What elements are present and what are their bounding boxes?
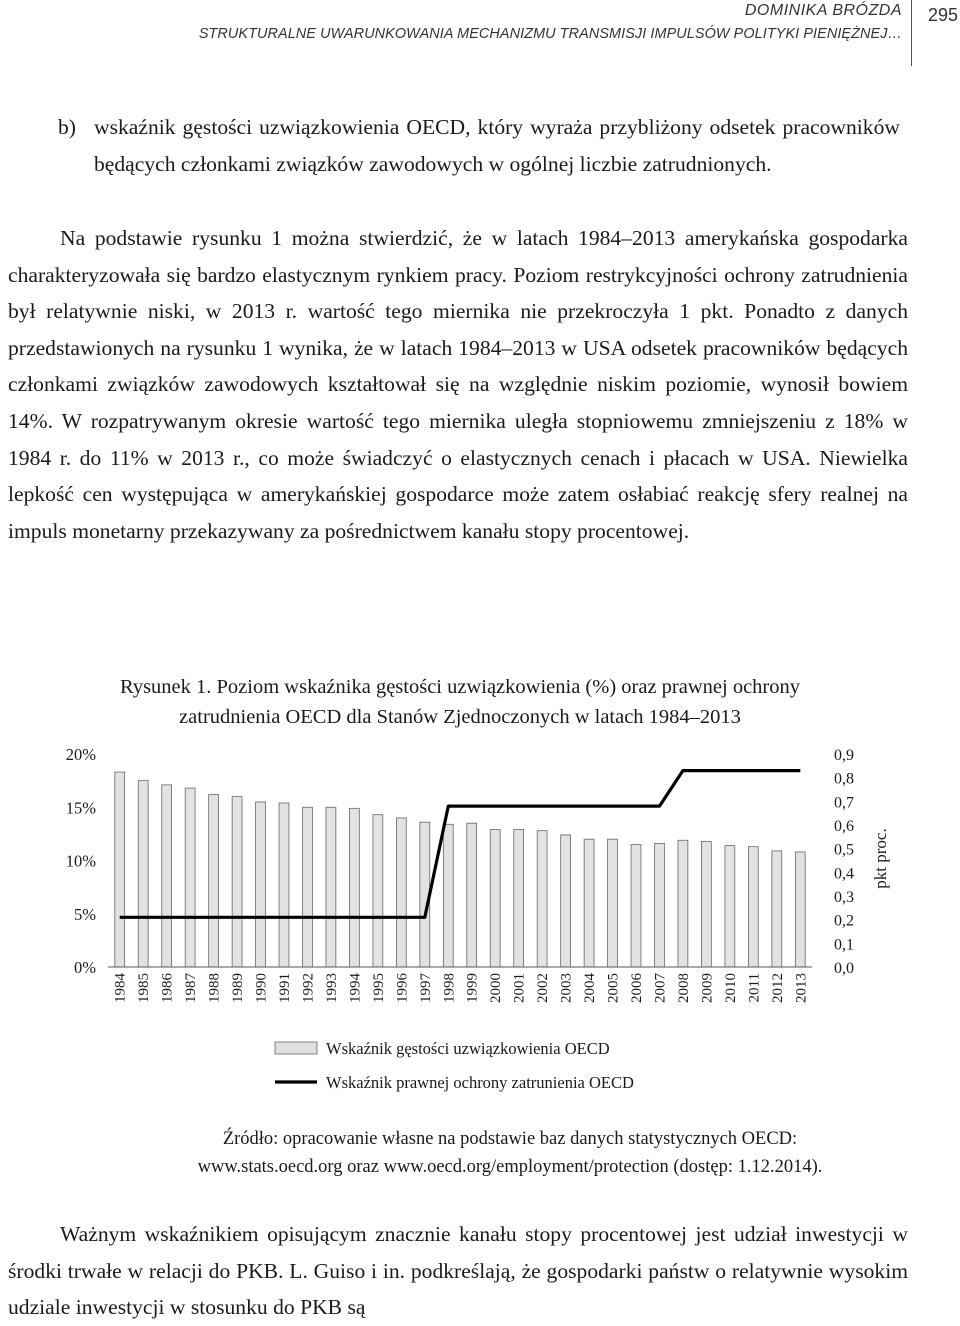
y-left-tick-label: 15% — [65, 798, 96, 818]
x-tick-label: 2002 — [535, 973, 552, 1003]
x-tick-label: 2006 — [629, 973, 645, 1003]
y-left-tick-label: 10% — [65, 851, 96, 871]
x-tick-label: 1998 — [441, 973, 458, 1003]
x-tick-label: 2001 — [511, 973, 528, 1003]
bar — [701, 841, 711, 967]
bar — [584, 839, 594, 967]
y-right-tick-label: 0,3 — [834, 889, 854, 906]
y-left-tick-label: 0% — [74, 958, 96, 977]
bar — [349, 808, 359, 967]
y-left-tick-label: 5% — [74, 904, 96, 924]
x-tick-label: 1986 — [159, 973, 176, 1003]
legend-line-label: Wskaźnik prawnej ochrony zatrunienia OECD — [326, 1073, 634, 1092]
figure-caption-line-1: Rysunek 1. Poziom wskaźnika gęstości uzwiązkowienia (%) oraz prawnej ochrony — [119, 676, 801, 698]
x-tick-label: 2012 — [769, 973, 786, 1003]
list-marker: b) — [58, 115, 76, 139]
bar — [138, 781, 148, 967]
bar — [373, 815, 383, 967]
bar — [467, 823, 477, 967]
y-left-tick-label: 20% — [65, 745, 96, 764]
x-tick-label: 1994 — [347, 973, 364, 1003]
list-item-b — [58, 109, 900, 182]
x-tick-label: 1988 — [206, 973, 223, 1003]
bar — [537, 831, 547, 967]
x-tick-label: 1984 — [112, 973, 129, 1003]
figure-caption-line-2: zatrudnienia OECD dla Stanów Zjednoczonych w latach 1984–2013 — [179, 706, 741, 728]
x-tick-label: 2003 — [558, 973, 575, 1003]
bar — [631, 845, 641, 967]
x-tick-label: 2013 — [793, 973, 810, 1003]
header-running-title: STRUKTURALNE UWARUNKOWANIA MECHANIZMU TRANSMISJI IMPULSÓW POLITYKI PIENIĘŻNEJ… — [198, 26, 902, 42]
bar — [772, 851, 782, 967]
bar — [514, 830, 524, 967]
x-tick-label: 1995 — [370, 973, 387, 1003]
bar — [326, 807, 336, 967]
bar — [561, 835, 571, 967]
x-tick-label: 2007 — [652, 973, 669, 1003]
figure-source — [110, 1125, 910, 1181]
x-tick-label: 2004 — [582, 973, 599, 1003]
header-author: DOMINIKA BRÓZDA — [744, 2, 902, 19]
x-tick-label: 1990 — [253, 973, 270, 1003]
y-right-tick-label: 0,9 — [834, 747, 854, 764]
figure-caption — [10, 672, 910, 732]
bar — [115, 772, 125, 967]
bar — [396, 818, 406, 967]
x-tick-label: 1993 — [323, 973, 340, 1003]
list-item-text: wskaźnik gęstości uzwiązkowienia OECD, który wyraża przybliżony odsetek pracowników będących członkami związków zawodowych w ogólnej liczbie zatrudnionych. — [94, 115, 900, 176]
x-tick-label: 2000 — [488, 973, 505, 1003]
paragraph-1: Na podstawie rysunku 1 można stwierdzić, że w latach 1984–2013 amerykańska gospodarka charakteryzowała się bardzo elastycznym rynkiem pracy. Poziom restrykcyjności ochrony zatrudnienia był relatywnie niski, w 2013 r. wartość tego miernika nie przekroczyła 1 pkt. Ponadto z danych przedstawionych na rysunku 1 wynika, że w latach 1984–2013 w USA odsetek pracowników będących członkami związków zawodowych kształtował się na względnie niskim poziomie, wynosił bowiem 14%. W rozpatrywanym okresie wartość tego miernika uległa stopniowemu zmniejszeniu z 18% w 1984 r. do 11% w 2013 r., co może świadczyć o elastycznych cenach i płacach w USA. Niewielka lepkość cen występująca w amerykańskiej gospodarce może zatem osłabiać reakcję sfery realnej na impuls monetarny przekazywany za pośrednictwem kanału stopy procentowej. — [8, 226, 908, 543]
bar — [232, 797, 242, 967]
page-number: 295 — [928, 5, 959, 25]
x-tick-label: 1991 — [277, 973, 293, 1003]
bar — [443, 824, 453, 967]
bar — [608, 839, 618, 967]
bar — [795, 852, 805, 967]
figure-chart — [0, 730, 960, 1110]
x-tick-label: 1987 — [183, 973, 200, 1003]
legend-bar-swatch — [275, 1042, 317, 1054]
header-divider — [911, 0, 912, 66]
bar — [185, 788, 195, 967]
y-right-tick-label: 0,8 — [834, 770, 854, 788]
x-tick-label: 2005 — [605, 973, 622, 1003]
bar — [303, 807, 313, 967]
x-tick-label: 1985 — [136, 973, 153, 1003]
x-tick-label: 2011 — [746, 973, 763, 1003]
x-tick-label: 2010 — [722, 973, 739, 1003]
y-right-tick-label: 0,1 — [834, 936, 854, 954]
bar — [655, 843, 665, 967]
bar — [748, 847, 758, 967]
bar — [490, 830, 500, 967]
x-tick-label: 2008 — [675, 973, 692, 1003]
source-line-1: Źródło: opracowanie własne na podstawie baz danych statystycznych OECD: — [222, 1129, 798, 1149]
bar — [256, 802, 266, 967]
x-tick-label: 1996 — [394, 973, 411, 1003]
y-right-axis-label: pkt proc. — [871, 828, 890, 889]
y-right-tick-label: 0,6 — [834, 818, 854, 835]
y-right-tick-label: 0,7 — [834, 794, 854, 812]
x-tick-label: 2009 — [699, 973, 716, 1003]
paragraph-2: Ważnym wskaźnikiem opisującym znacznie kanału stopy procentowej jest udział inwestycji w środki trwałe w relacji do PKB. L. Guiso i in. podkreślają, że gospodarki państw o relatywnie wysokim udziale inwestycji w stosunku do PKB są — [8, 1222, 908, 1320]
bar — [209, 794, 219, 967]
y-right-tick-label: 0,0 — [834, 960, 854, 977]
bar — [279, 803, 289, 967]
y-right-tick-label: 0,2 — [834, 912, 854, 930]
legend-bar-label: Wskaźnik gęstości uzwiązkowienia OECD — [326, 1039, 610, 1058]
y-right-tick-label: 0,5 — [834, 841, 854, 859]
x-tick-label: 1999 — [464, 973, 481, 1003]
bar — [725, 846, 735, 967]
bar — [678, 840, 688, 967]
x-tick-label: 1992 — [300, 973, 317, 1003]
bar — [162, 785, 172, 967]
x-tick-label: 1989 — [230, 973, 247, 1003]
line-series — [120, 771, 801, 918]
x-tick-label: 1997 — [417, 973, 434, 1003]
source-line-2: www.stats.oecd.org oraz www.oecd.org/employment/protection (dostęp: 1.12.2014). — [197, 1157, 823, 1177]
y-right-tick-label: 0,4 — [834, 865, 854, 883]
